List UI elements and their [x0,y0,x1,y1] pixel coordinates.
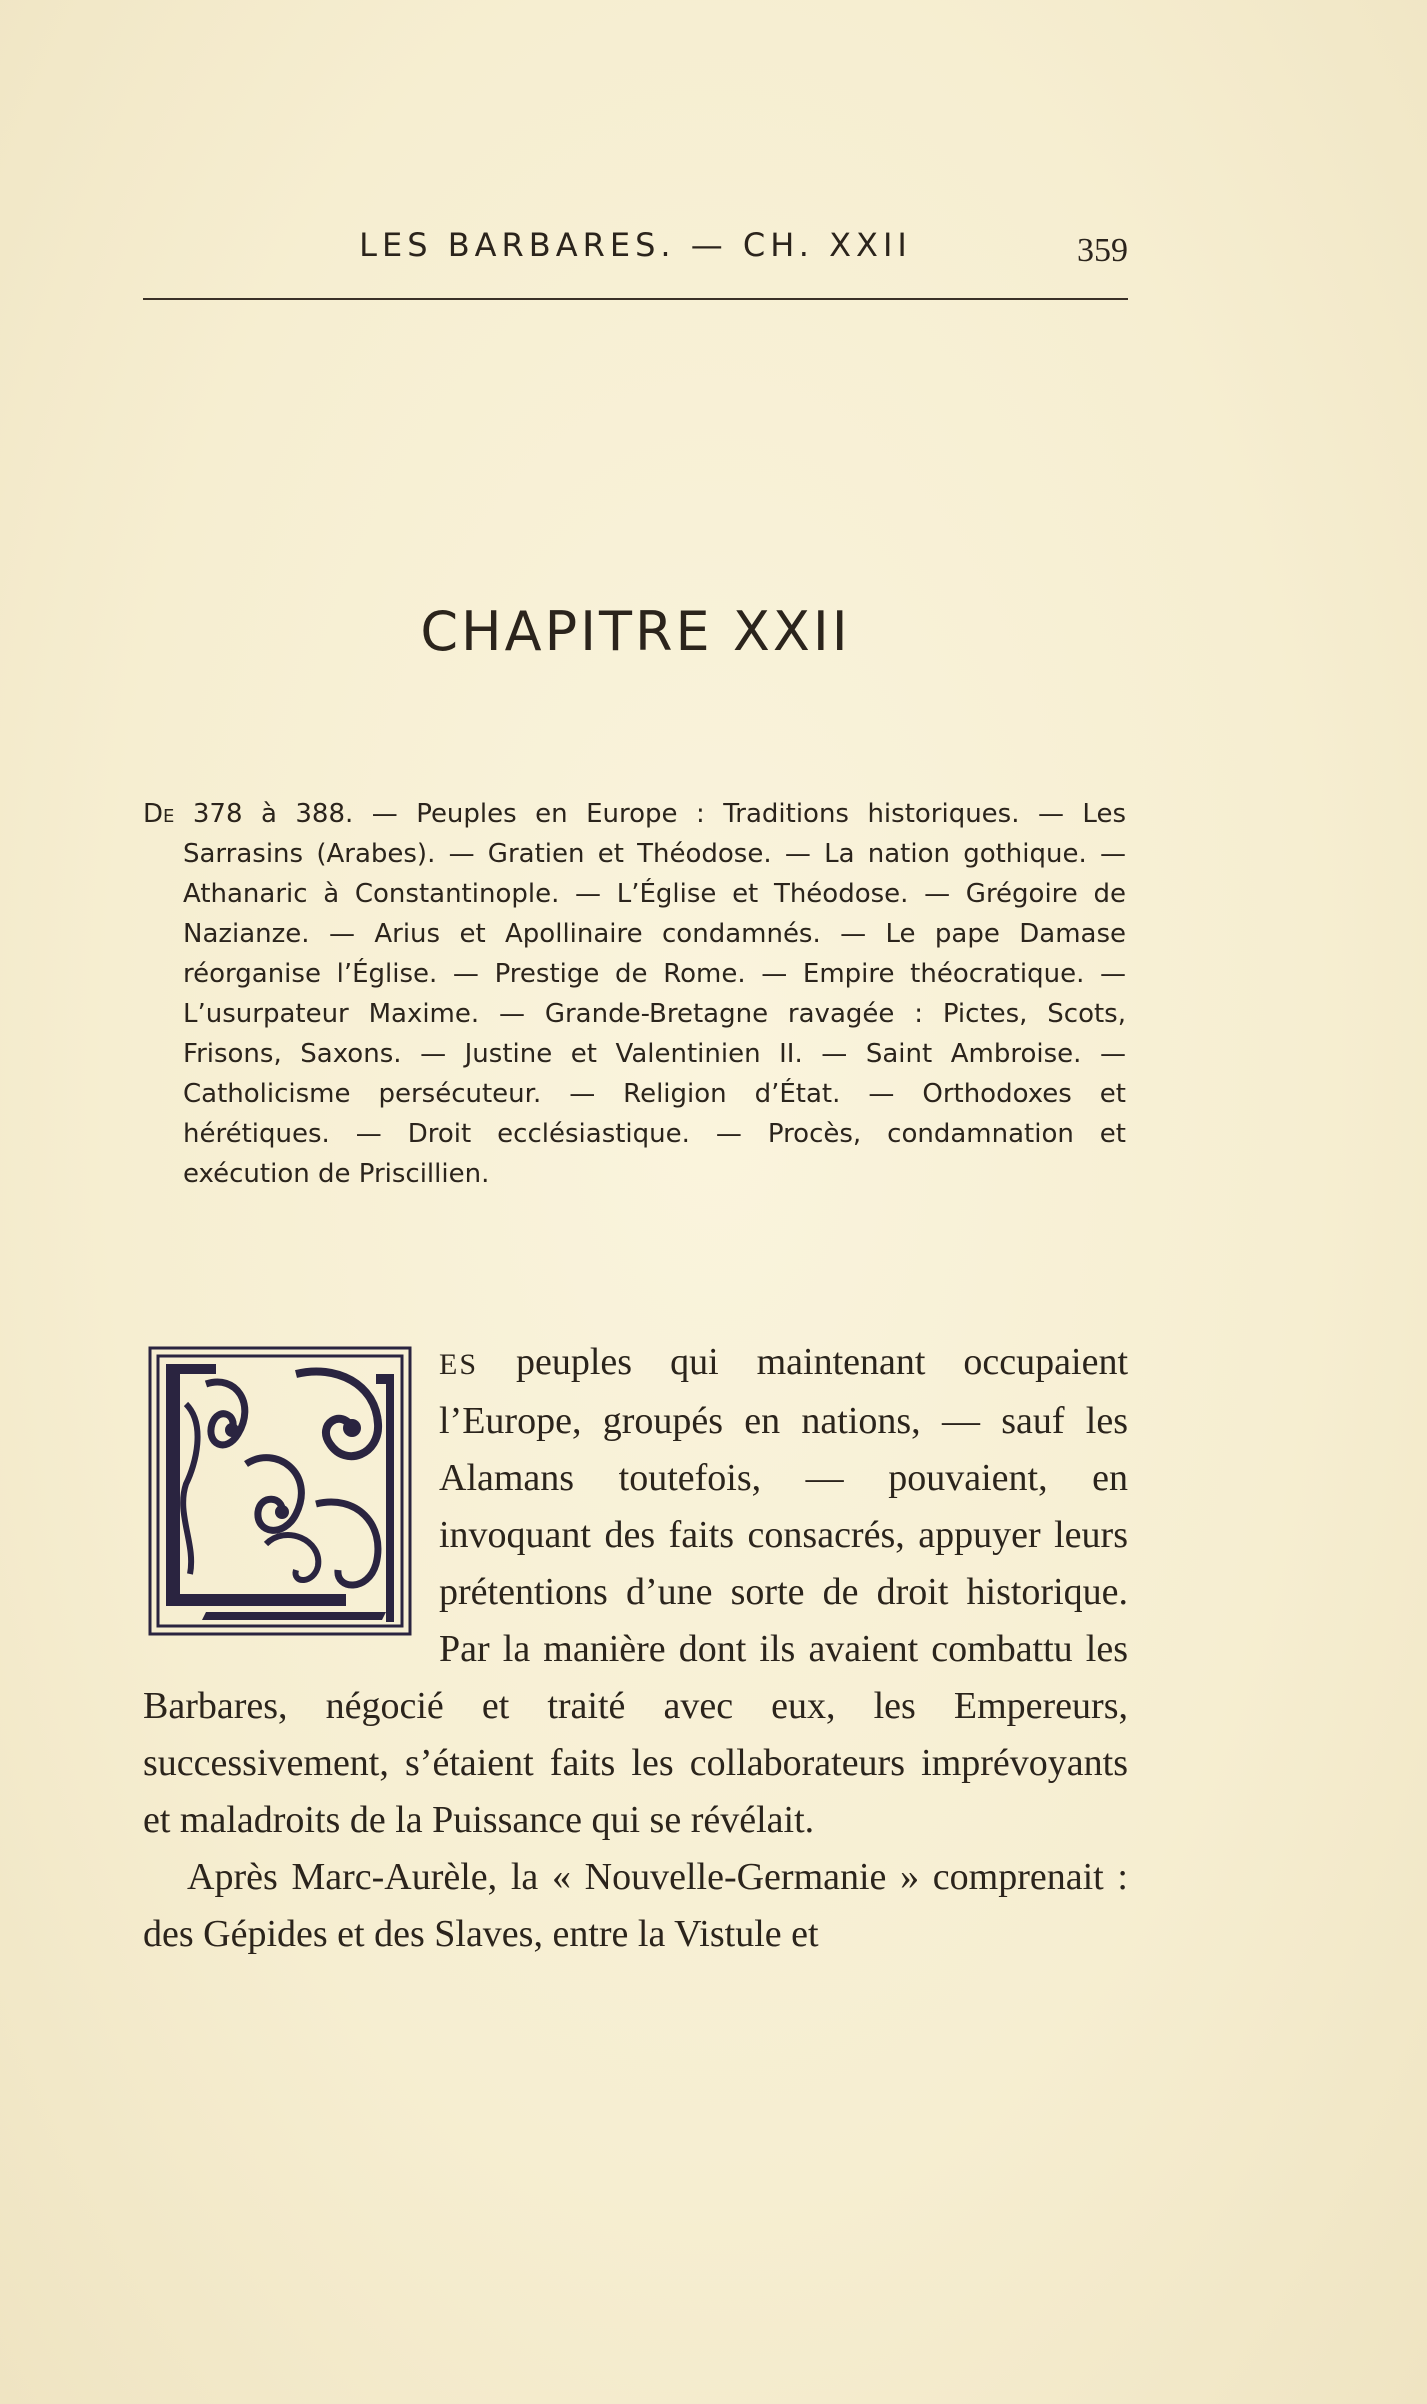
page-number: 359 [1077,232,1128,269]
paragraph-1-lead: ES [439,1348,479,1381]
header-rule [143,298,1128,300]
paragraph-1-text: peuples qui maintenant occupaient l’Europe, groupés en nations, — sauf les Alamans toutefois, — pouvaient, en invoquant des faits consacrés, appuyer leurs prétentions d’une sorte de droit historique. Par la manière dont ils avaient combattu les Barbares, négocié et traité avec eux, les Empereurs, successivement, s’étaient faits les collaborateurs imprévoyants et maladroits de la Puissance qui se révélait. [143,1341,1128,1841]
ornamental-drop-cap [146,1344,414,1638]
paragraph-2: Après Marc-Aurèle, la « Nouvelle-Germanie » comprenait : des Gépides et des Slaves, entre la Vistule et [143,1856,1128,1955]
running-head [143,222,1128,272]
summary-text: 378 à 388. — Peuples en Europe : Traditions historiques. — Les Sarrasins (Arabes). — Gratien et Théodose. — La nation gothique. — Athanaric à Constantinople. — L’Église et Théodose. — Grégoire de Nazianze. — Arius et Apollinaire condamnés. — Le pape Damase réorganise l’Église. — Prestige de Rome. — Empire théocratique. — L’usurpateur Maxime. — Grande-Bretagne ravagée : Pictes, Scots, Frisons, Saxons. — Justine et Valentinien II. — Saint Ambroise. — Catholicisme persécuteur. — Religion d’État. — Orthodoxes et hérétiques. — Droit ecclésiastique. — Procès, condamnation et exécution de Priscillien. [174,799,1126,1189]
summary-lead: De [143,799,175,829]
running-title: LES BARBARES. — CH. XXII [359,226,912,264]
chapter-title: CHAPITRE XXII [420,600,851,663]
chapter-summary [143,794,1126,1194]
